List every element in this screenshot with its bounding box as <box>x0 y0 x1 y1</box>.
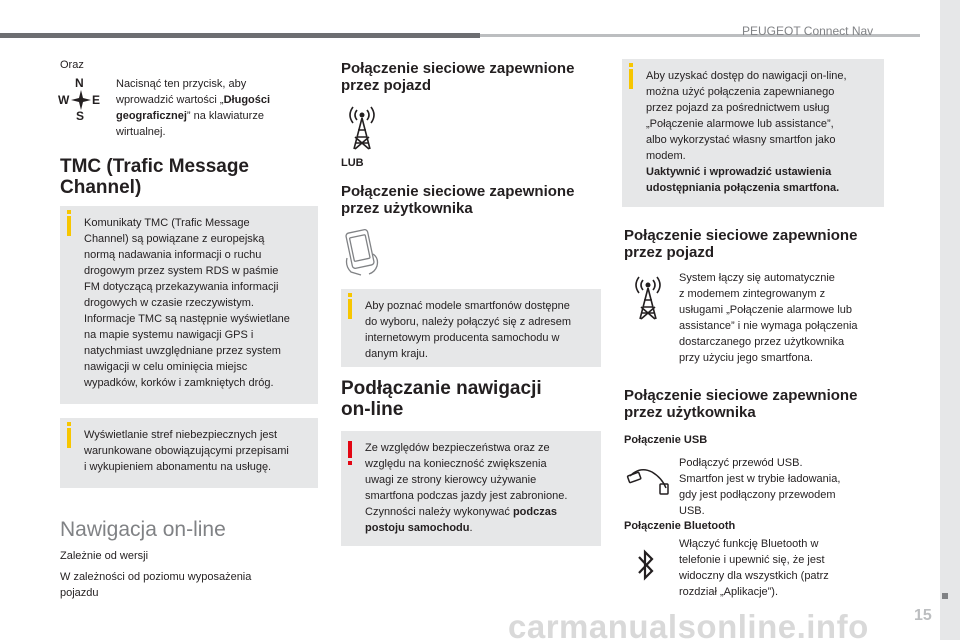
info-icon <box>67 428 71 448</box>
models-info-box: Aby poznać modele smartfonów dostępne do wyboru, należy połączyć się z adresem internetowym producenta samochodu w danym kraju. <box>341 289 601 367</box>
side-marker <box>942 593 948 599</box>
header-bar <box>0 33 480 38</box>
usb-label: Połączenie USB <box>624 434 708 446</box>
access-info-box: Aby uzyskać dostęp do nawigacji on-line, można użyć połączenia zapewnianego przez pojazd za pośrednictwem usług „Połączenie alarmowe lub assistance”, albo wykorzystać własny smartfon jako modem. Uaktywnić i wprowadzić ustawienia udostępniania połączenia smartfona. <box>622 59 884 207</box>
page-number: 15 <box>914 607 932 624</box>
tmc-title: TMC (Trafic Message Channel) <box>60 156 249 198</box>
version-text: Zależnie od wersji <box>60 550 149 562</box>
connect-navigation-title: Podłączanie nawigacji on-line <box>341 378 542 420</box>
bluetooth-text: Włączyć funkcję Bluetooth w telefonie i upewnić się, że jest widoczny dla wszystkich (patrz rozdział „Aplikacje”). <box>679 538 829 598</box>
usb-text: Podłączyć przewód USB. Smartfon jest w trybie ładowania, gdy jest podłączony przewodem USB. <box>679 457 841 517</box>
compass-rose-icon <box>71 90 91 110</box>
compass-n: N <box>75 76 84 90</box>
safety-warning-box: Ze względów bezpieczeństwa oraz ze względu na konieczność zwiększenia uwagi ze strony kierowcy używanie smartfona podczas jazdy jest zabronione. Czynności należy wykonywać podczas postoju samochodu. <box>341 431 601 546</box>
vehicle-connection-text: System łączy się automatycznie z modemem zintegrowanym z usługami „Połączenie alarmowe lub assistance” i nie wymaga połączenia dostarczanego przez użytkownika przy użyciu jego smartfona. <box>679 272 858 364</box>
online-navigation-title: Nawigacja on-line <box>60 518 226 541</box>
equipment-text: W zależności od poziomu wyposażenia pojazdu <box>60 571 252 599</box>
compass-w: W <box>58 93 70 107</box>
usb-cable-icon <box>626 466 670 496</box>
user-connection-title: Połączenie sieciowe zapewnione przez użytkownika <box>341 183 575 217</box>
watermark: carmanualsonline.info <box>508 608 869 640</box>
danger-zones-info-box: Wyświetlanie stref niebezpiecznych jest warunkowane obowiązującymi przepisami i wykupieniem abonamentu na usługę. <box>60 418 318 488</box>
vehicle-connection-title-2: Połączenie sieciowe zapewnione przez pojazd <box>624 227 858 261</box>
antenna-icon <box>344 106 380 150</box>
vehicle-connection-title: Połączenie sieciowe zapewnione przez pojazd <box>341 60 575 94</box>
info-icon <box>629 69 633 89</box>
side-strip <box>940 0 960 640</box>
compass-e: E <box>92 93 101 107</box>
warning-icon <box>348 441 352 458</box>
bluetooth-label: Połączenie Bluetooth <box>624 520 736 532</box>
tmc-info-box: Komunikaty TMC (Trafic Message Channel) są powiązane z europejską normą nadawania informacji o ruchu drogowym przez system RDS w paśmie FM dotyczącą przekazywania informacji drogowych w czasie rzeczywistym. Informacje TMC są następnie wyświetlane na mapie systemu nawigacji GPS i natychmiast uwzględniane przez system nawigacji w celu ominięcia miejsc wypadków, korków i zamkniętych dróg. <box>60 206 318 404</box>
smartphone-hand-icon <box>343 228 387 276</box>
oraz-label: Oraz <box>60 59 84 71</box>
compass-s: S <box>76 109 85 123</box>
user-connection-title-2: Połączenie sieciowe zapewnione przez użytkownika <box>624 387 858 421</box>
info-icon <box>67 216 71 236</box>
bluetooth-icon <box>636 548 656 582</box>
info-icon <box>348 299 352 319</box>
or-label: LUB <box>341 157 364 169</box>
header-title: PEUGEOT Connect Nav <box>742 24 874 38</box>
compass-icon <box>58 76 104 124</box>
antenna-icon-2 <box>630 276 666 320</box>
compass-description: Nacisnąć ten przycisk, aby wprowadzić wartości „Długości geograficznej” na klawiaturze wirtualnej. <box>116 78 271 138</box>
